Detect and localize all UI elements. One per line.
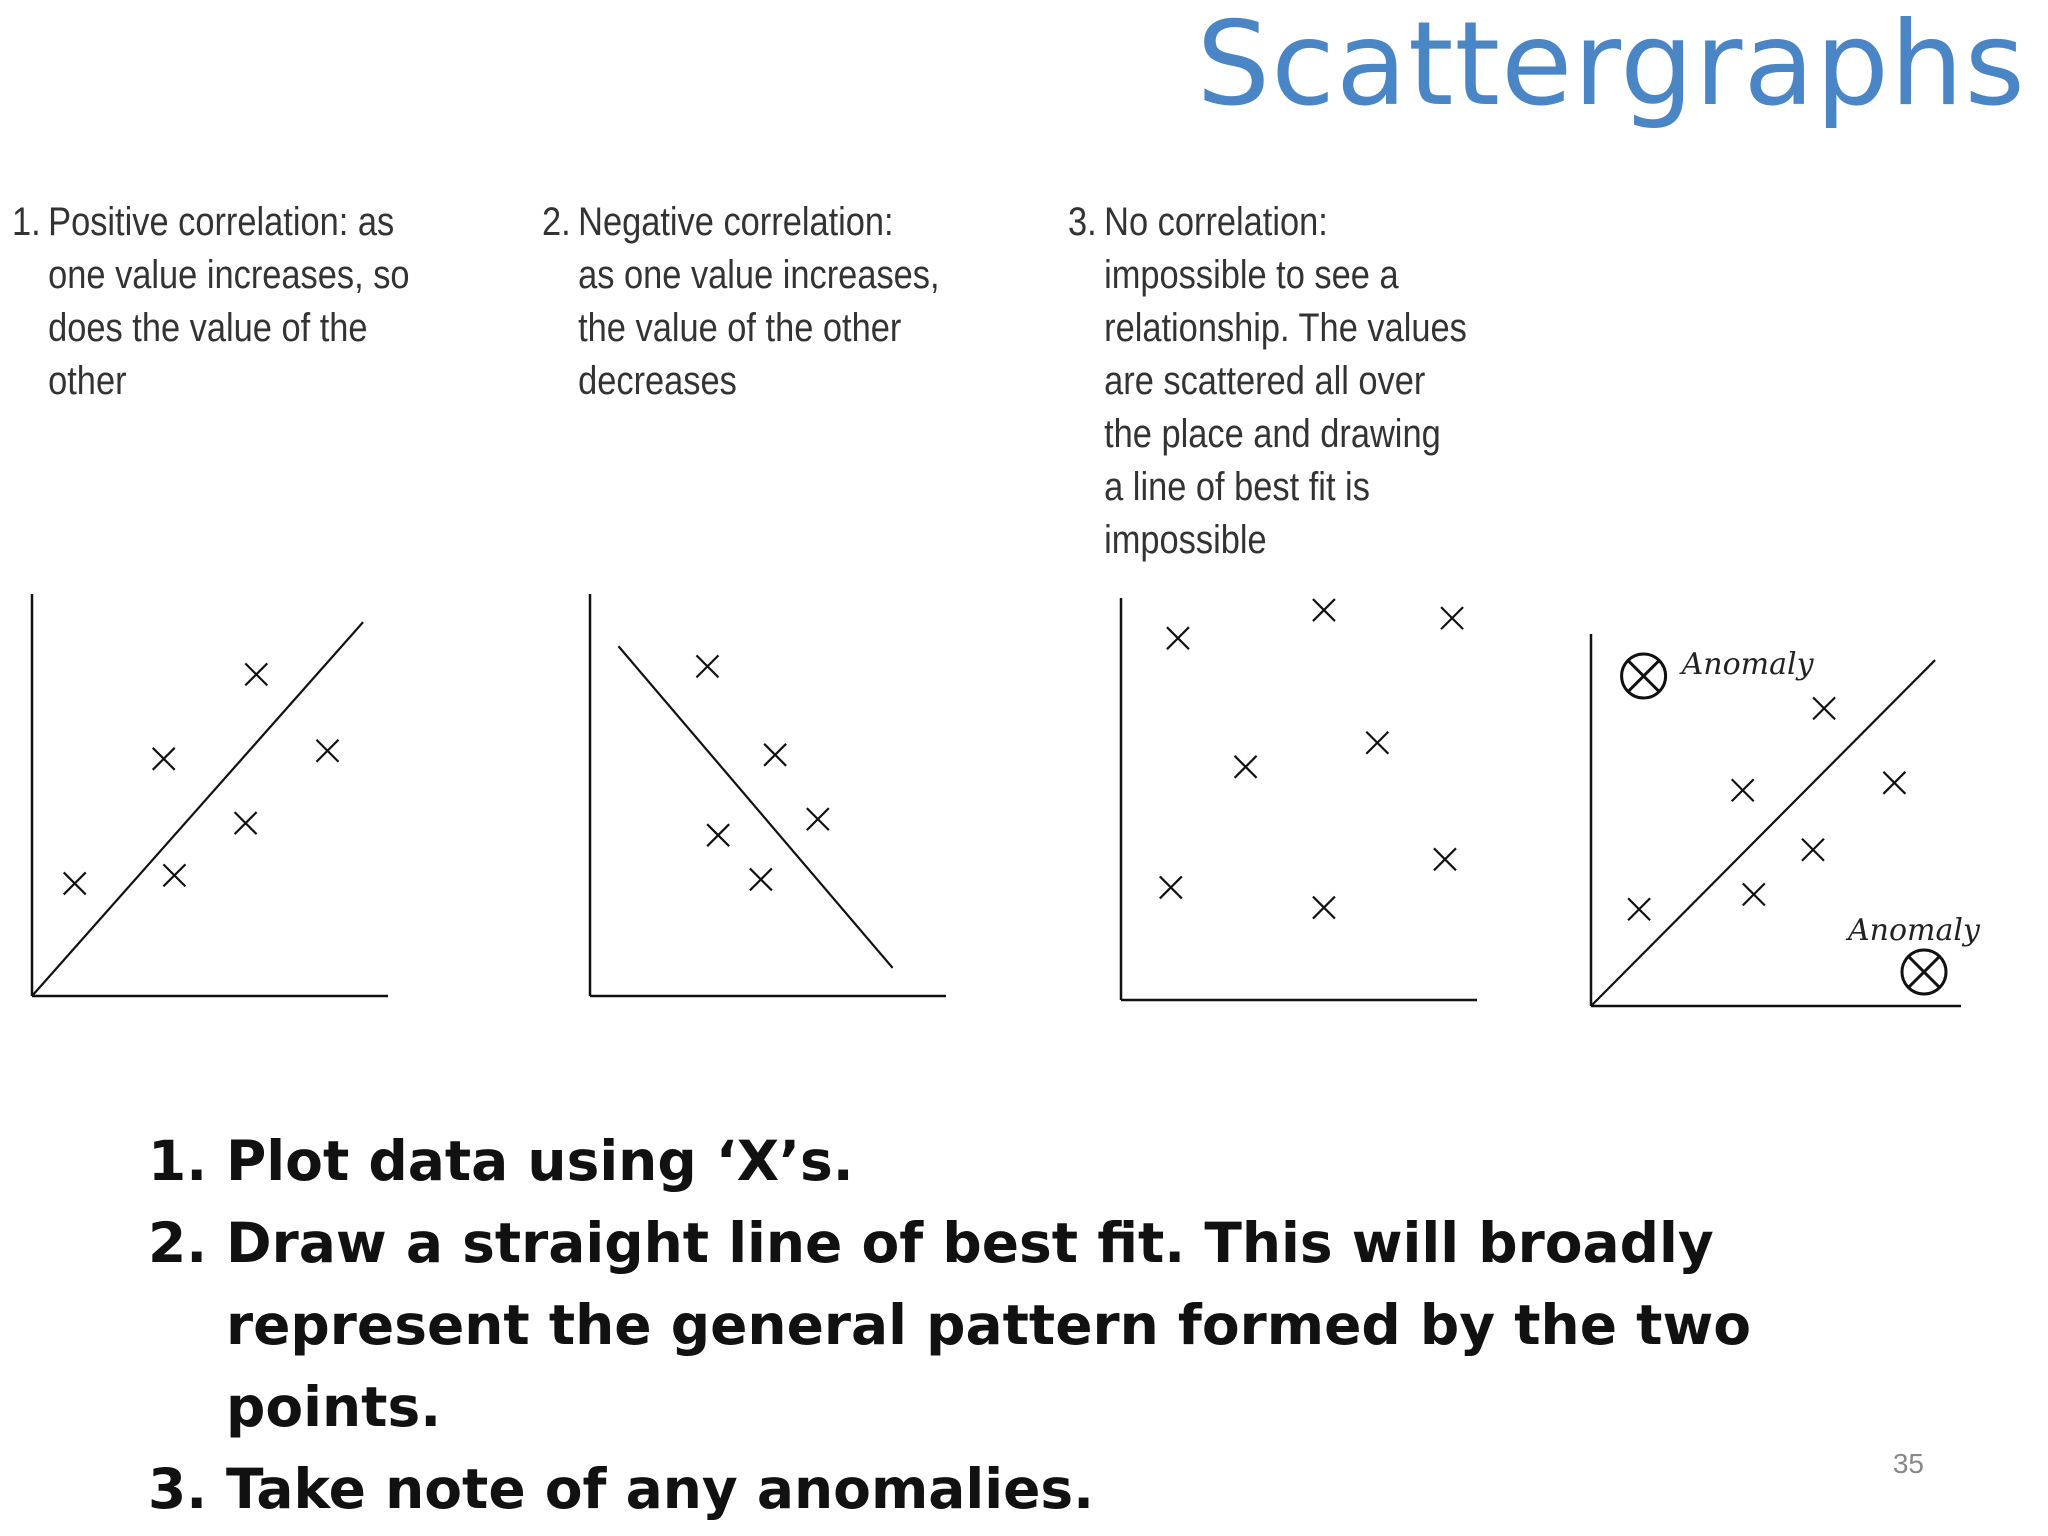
data-point-x bbox=[1883, 772, 1905, 794]
step-number: 2. bbox=[148, 1211, 208, 1275]
data-point-x bbox=[1802, 839, 1824, 861]
description-number: 3. bbox=[1068, 200, 1097, 244]
data-point-x bbox=[707, 824, 729, 846]
step-number: 3. bbox=[148, 1457, 208, 1521]
page-number: 35 bbox=[1892, 1448, 1924, 1479]
data-point-x bbox=[1743, 883, 1765, 905]
data-point-x bbox=[1813, 697, 1835, 719]
description-text: No correlation: impossible to see a relationship. The values are scattered all over the place and drawing a line of best fit is impossible bbox=[1104, 200, 1467, 562]
anomaly-label: Anomaly bbox=[1848, 912, 1980, 948]
data-point-x bbox=[1628, 898, 1650, 920]
page-title: Scattergraphs bbox=[1196, 0, 2026, 132]
best-fit-line bbox=[32, 622, 363, 996]
step-item bbox=[148, 1120, 1948, 1202]
data-point-x bbox=[153, 748, 175, 770]
data-point-x bbox=[163, 864, 185, 886]
description-number: 1. bbox=[12, 200, 41, 244]
data-point-x bbox=[235, 812, 257, 834]
best-fit-line bbox=[1591, 660, 1935, 1006]
graph-anomaly bbox=[1591, 634, 1981, 1006]
data-point-x bbox=[316, 740, 338, 762]
anomaly-marker bbox=[1622, 654, 1666, 698]
description-text: Negative correlation: as one value increases, the value of the other decreases bbox=[578, 200, 940, 403]
graph-negative bbox=[590, 594, 946, 996]
step-item bbox=[148, 1202, 1948, 1448]
data-point-x bbox=[1235, 756, 1257, 778]
data-point-x bbox=[1434, 848, 1456, 870]
graph-none bbox=[1121, 598, 1477, 1000]
data-point-x bbox=[1167, 627, 1189, 649]
data-point-x bbox=[64, 872, 86, 894]
data-point-x bbox=[245, 663, 267, 685]
data-point-x bbox=[1313, 599, 1335, 621]
data-point-x bbox=[1366, 732, 1388, 754]
step-text: Take note of any anomalies. bbox=[226, 1457, 1095, 1521]
description-text: Positive correlation: as one value increases, so does the value of the other bbox=[48, 200, 410, 403]
data-point-x bbox=[750, 868, 772, 890]
data-point-x bbox=[1160, 876, 1182, 898]
description-number: 2. bbox=[542, 200, 571, 244]
data-point-x bbox=[807, 808, 829, 830]
data-point-x bbox=[1732, 779, 1754, 801]
data-point-x bbox=[1313, 897, 1335, 919]
step-item bbox=[148, 1448, 1948, 1530]
data-point-x bbox=[764, 744, 786, 766]
anomaly-label: Anomaly bbox=[1681, 647, 1814, 683]
data-point-x bbox=[696, 655, 718, 677]
anomaly-marker bbox=[1902, 950, 1946, 994]
graph-positive bbox=[32, 594, 388, 996]
data-point-x bbox=[1441, 607, 1463, 629]
step-number: 1. bbox=[148, 1129, 208, 1193]
step-text: Draw a straight line of best fit. This will broadly represent the general pattern formed by the two points. bbox=[226, 1211, 1752, 1439]
best-fit-line bbox=[618, 646, 892, 968]
instruction-steps bbox=[148, 1120, 1948, 1530]
step-text: Plot data using ‘X’s. bbox=[226, 1129, 854, 1193]
